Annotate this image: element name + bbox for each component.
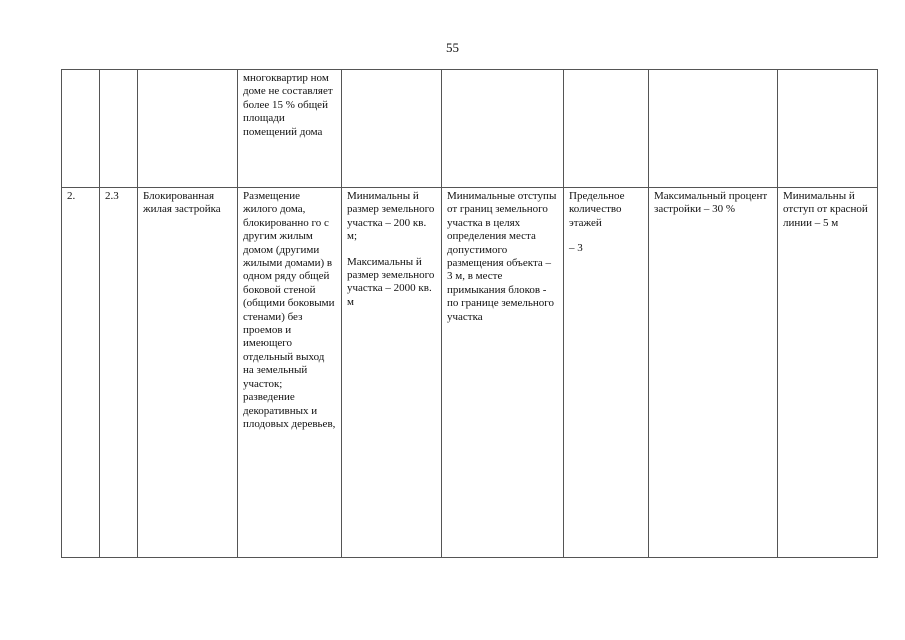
cell-floors (564, 70, 649, 188)
cell-red-line (778, 188, 878, 558)
setbacks-text: Минимальные отступы от границ земельного участка в целях определения места допустимого размещения объекта – 3 м, в месте примыкания блоков - по границе земельного участка (447, 190, 557, 323)
cell-coverage (649, 188, 778, 558)
cell-description (238, 70, 342, 188)
floors-value-text: – 3 (569, 242, 583, 255)
cell-code (100, 70, 138, 188)
cell-number (62, 70, 100, 188)
cell-setbacks (442, 70, 564, 188)
cell-name (138, 70, 238, 188)
page-number: 55 (446, 40, 459, 55)
description-text: Размещение жилого дома, блокированно го с другим жилым домом (другими жилыми домами) в одном ряду общей боковой стеной (общими боковыми стенами) без проемов и имеющего отдельный выход на земельный участок; разведение декоративных и плодовых деревьев, (243, 190, 336, 430)
cell-red-line (778, 70, 878, 188)
coverage-text: Максимальный процент застройки – 30 % (654, 190, 768, 216)
row-name-text: Блокированная жилая застройка (143, 190, 221, 216)
description-continued-text: многоквартир ном доме не составляет более 15 % общей площади помещений дома (243, 72, 333, 138)
row-number-text: 2. (67, 190, 76, 202)
cell-plot-size (342, 188, 442, 558)
zoning-regulations-table (61, 69, 878, 558)
cell-floors (564, 188, 649, 558)
floors-label-text: Предельное количество этажей (569, 190, 625, 229)
cell-plot-size (342, 70, 442, 188)
plot-size-max-text: Максимальны й размер земельного участка – 2000 кв. м (347, 255, 435, 308)
cell-number (62, 188, 100, 558)
red-line-text: Минимальны й отступ от красной линии – 5 м (783, 190, 868, 229)
table-row-continued (62, 70, 878, 188)
cell-coverage (649, 70, 778, 188)
cell-description (238, 188, 342, 558)
plot-size-min-text: Минимальны й размер земельного участка – 200 кв. м; (347, 190, 435, 243)
cell-code (100, 188, 138, 558)
cell-setbacks (442, 188, 564, 558)
row-code-text: 2.3 (105, 190, 119, 202)
table-row-blocked-housing (62, 188, 878, 558)
cell-name (138, 188, 238, 558)
